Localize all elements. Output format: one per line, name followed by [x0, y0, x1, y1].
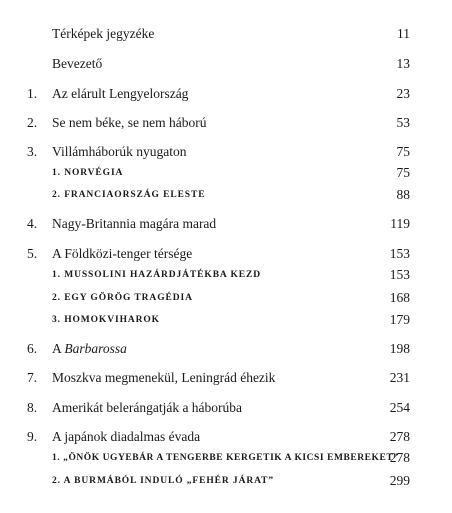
toc-entry [0, 244, 452, 264]
entry-title: Bevezető [52, 56, 103, 71]
subentry-title: 2. EGY GÖRÖG TRAGÉDIA [52, 293, 193, 303]
entry-page-number: 153 [389, 267, 410, 282]
toc-entry [0, 368, 452, 388]
toc-entry [0, 113, 452, 133]
entry-page-number: 88 [396, 187, 410, 202]
subentry-title: 1. MUSSOLINI HAZÁRDJÁTÉKBA KEZD [52, 270, 261, 280]
entry-page-number: 168 [389, 290, 410, 305]
entry-page-number: 179 [389, 312, 410, 327]
toc-entry [0, 24, 452, 44]
toc-entry [0, 84, 452, 104]
toc-entry [0, 54, 452, 74]
entry-page-number: 198 [389, 341, 410, 356]
chapter-number: 4. [27, 216, 38, 231]
entry-title: Se nem béke, se nem háború [52, 115, 207, 130]
entry-title: A Földközi-tenger térsége [52, 246, 193, 261]
entry-page-number: 13 [396, 56, 410, 71]
entry-page-number: 231 [389, 370, 410, 385]
chapter-number: 7. [27, 370, 38, 385]
subentry-title: 3. HOMOKVIHAROK [52, 315, 160, 325]
chapter-number: 1. [27, 86, 38, 101]
entry-page-number: 299 [389, 473, 410, 488]
entry-page-number: 75 [396, 165, 410, 180]
entry-title-italic: Barbarossa [64, 341, 127, 356]
toc-subentry [0, 185, 452, 205]
entry-page-number: 11 [397, 26, 410, 41]
chapter-number: 5. [27, 246, 38, 261]
toc-subentry [0, 163, 452, 183]
subentry-title: 1. NORVÉGIA [52, 168, 124, 178]
entry-page-number: 278 [389, 450, 410, 465]
chapter-number: 9. [27, 429, 38, 444]
toc-entry [0, 214, 452, 234]
entry-page-number: 23 [396, 86, 410, 101]
entry-title: A japánok diadalmas évada [52, 429, 201, 444]
chapter-number: 2. [27, 115, 38, 130]
entry-title: Amerikát belerángatják a háborúba [52, 400, 243, 415]
chapter-number: 6. [27, 341, 38, 356]
chapter-number: 3. [27, 144, 38, 159]
entry-title-prefix: A [52, 341, 65, 356]
toc-entry [0, 398, 452, 418]
toc-entry [0, 339, 452, 359]
chapter-number: 8. [27, 400, 38, 415]
subentry-title: 2. FRANCIAORSZÁG ELESTE [52, 190, 206, 200]
toc-entry [0, 142, 452, 162]
entry-page-number: 75 [396, 144, 410, 159]
entry-page-number: 53 [396, 115, 410, 130]
entry-page-number: 278 [389, 429, 410, 444]
toc-subentry [0, 265, 452, 285]
entry-title: Moszkva megmenekül, Leningrád éhezik [52, 370, 276, 385]
toc-subentry [0, 471, 452, 491]
entry-title: Az elárult Lengyelország [52, 86, 189, 101]
entry-page-number: 119 [390, 216, 410, 231]
subentry-title: 2. A BURMÁBÓL INDULÓ „FEHÉR JÁRAT” [52, 476, 275, 486]
entry-title: Nagy-Britannia magára marad [52, 216, 217, 231]
toc-subentry [0, 310, 452, 330]
toc-subentry [0, 448, 452, 468]
toc-subentry [0, 288, 452, 308]
entry-page-number: 153 [389, 246, 410, 261]
subentry-title: 1. „ÖNÖK UGYEBÁR A TENGERBE KERGETIK A KICSI EMBEREKET” [52, 453, 399, 463]
entry-title: Villámháborúk nyugaton [52, 144, 187, 159]
toc-entry [0, 427, 452, 447]
entry-title: Térképek jegyzéke [52, 26, 155, 41]
entry-page-number: 254 [389, 400, 410, 415]
entry-title [52, 339, 127, 359]
